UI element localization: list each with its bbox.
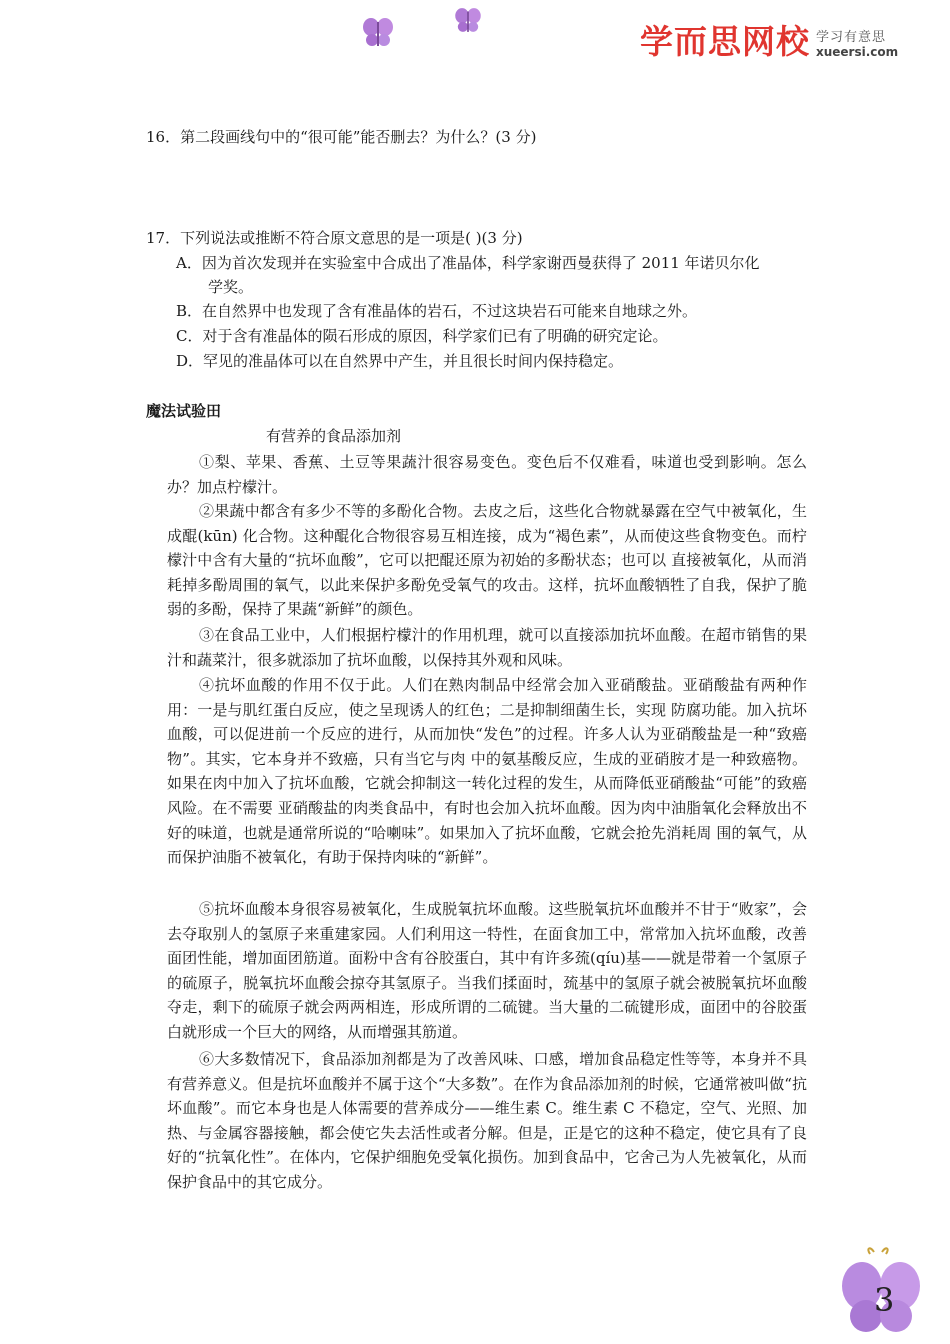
logo-side <box>816 30 898 59</box>
logo-main-text: 学而思网校 <box>640 22 810 61</box>
option-a-continued: 学奖。 <box>208 278 254 296</box>
page-number: 3 <box>874 1281 895 1319</box>
section-heading: 魔法试验田 <box>146 402 222 420</box>
option-b: B．在自然界中也发现了含有准晶体的岩石，不过这块岩石可能来自地球之外。 <box>176 302 698 320</box>
article-paragraph-5: ⑤抗坏血酸本身很容易被氧化，生成脱氧抗坏血酸。这些脱氧抗坏血酸并不甘于“败家”，会去夺取别人的氢原子来重建家园。人们利用这一特性，在面食加工中，常常加入抗坏血酸，改善面团性能，增加面团筋道。面粉中含有谷胶蛋白，其中有许多巯(qíu)基——就是带着一个氢原子的硫原子，脱氧抗坏血酸会掠夺其氢原子。当我们揉面时，巯基中的氢原子就会被脱氧抗坏血酸夺走，剩下的硫原子就会两两相连，形成所谓的二硫键。当大量的二硫键形成，面团中的谷胶蛋白就形成一个巨大的网络，从而增强其筋道。 <box>167 900 807 1041</box>
article-title: 有营养的食品添加剂 <box>266 427 402 445</box>
article-paragraph-4: ④抗坏血酸的作用不仅于此。人们在熟肉制品中经常会加入亚硝酸盐。亚硝酸盐有两种作用：一是与肌红蛋白反应，使之呈现诱人的红色；二是抑制细菌生长，实现 防腐功能。加入抗坏血酸，可以促进前一个反应的进行，从而加快“发色”的过程。许多人认为亚硝酸盐是一种“致癌物”。其实，它本身并不致癌，只有当它与肉 中的氨基酸反应，生成的亚硝胺才是一种致癌物。如果在肉中加入了抗坏血酸，它就会抑制这一转化过程的发生，从而降低亚硝酸盐“可能”的致癌风险。在不需要 亚硝酸盐的肉类食品中，有时也会加入抗坏血酸。因为肉中油脂氧化会释放出不好的味道，也就是通常所说的“哈喇味”。如果加入了抗坏血酸，它就会抢先消耗周 围的氧气，从而保护油脂不被氧化，有助于保持肉味的“新鲜”。 <box>167 676 807 867</box>
question-16: 16．第二段画线句中的“很可能”能否删去？为什么？(3 分) <box>146 128 537 146</box>
article-paragraph-1: ①梨、苹果、香蕉、土豆等果蔬汁很容易变色。变色后不仅难看，味道也受到影响。怎么办？加点柠檬汁。 <box>167 453 807 496</box>
option-c: C．对于含有准晶体的陨石形成的原因，科学家们已有了明确的研究定论。 <box>176 327 668 345</box>
option-d: D．罕见的准晶体可以在自然界中产生，并且很长时间内保持稳定。 <box>176 352 624 370</box>
article-paragraph-6: ⑥大多数情况下，食品添加剂都是为了改善风味、口感，增加食品稳定性等等，本身并不具有营养意义。但是抗坏血酸并不属于这个“大多数”。在作为食品添加剂的时候，它通常被叫做“抗坏血酸”。而它本身也是人体需要的营养成分——维生素 C。维生素 C 不稳定，空气、光照、加热、与金属容器接触，都会使它失去活性或者分解。但是，正是它的这种不稳定，使它具有了良好的“抗氧化性”。在体内，它保护细胞免受氧化损伤。加到食品中，它舍己为人先被氧化，从而保护食品中的其它成分。 <box>167 1050 807 1191</box>
logo-slogan: 学习有意思 <box>816 30 887 45</box>
butterfly-icon <box>450 3 486 37</box>
article-paragraph-2: ②果蔬中都含有多少不等的多酚化合物。去皮之后，这些化合物就暴露在空气中被氧化，生成醌(kūn) 化合物。这种醌化合物很容易互相连接，成为“褐色素”，从而使这些食物变色。而柠檬汁中含有大量的“抗坏血酸”，它可以把醌还原为初始的多酚状态；也可以 直接被氧化，从而消耗掉多酚周围的氧气，以此来保护多酚免受氧气的攻击。这样，抗坏血酸牺牲了自我，保护了脆弱的多酚，保持了果蔬“新鲜”的颜色。 <box>167 502 807 619</box>
question-17: 17．下列说法或推断不符合原文意思的是一项是( )(3 分) <box>146 229 523 247</box>
logo-url: xueersi.com <box>816 45 899 59</box>
option-a: A．因为首次发现并在实验室中合成出了准晶体，科学家谢西曼获得了 2011 年诺贝尔化 <box>176 254 760 272</box>
brand-logo <box>640 22 898 66</box>
article-paragraph-3: ③在食品工业中，人们根据柠檬汁的作用机理，就可以直接添加抗坏血酸。在超市销售的果汁和蔬菜汁，很多就添加了抗坏血酸，以保持其外观和风味。 <box>167 626 807 669</box>
butterfly-icon <box>358 12 398 52</box>
